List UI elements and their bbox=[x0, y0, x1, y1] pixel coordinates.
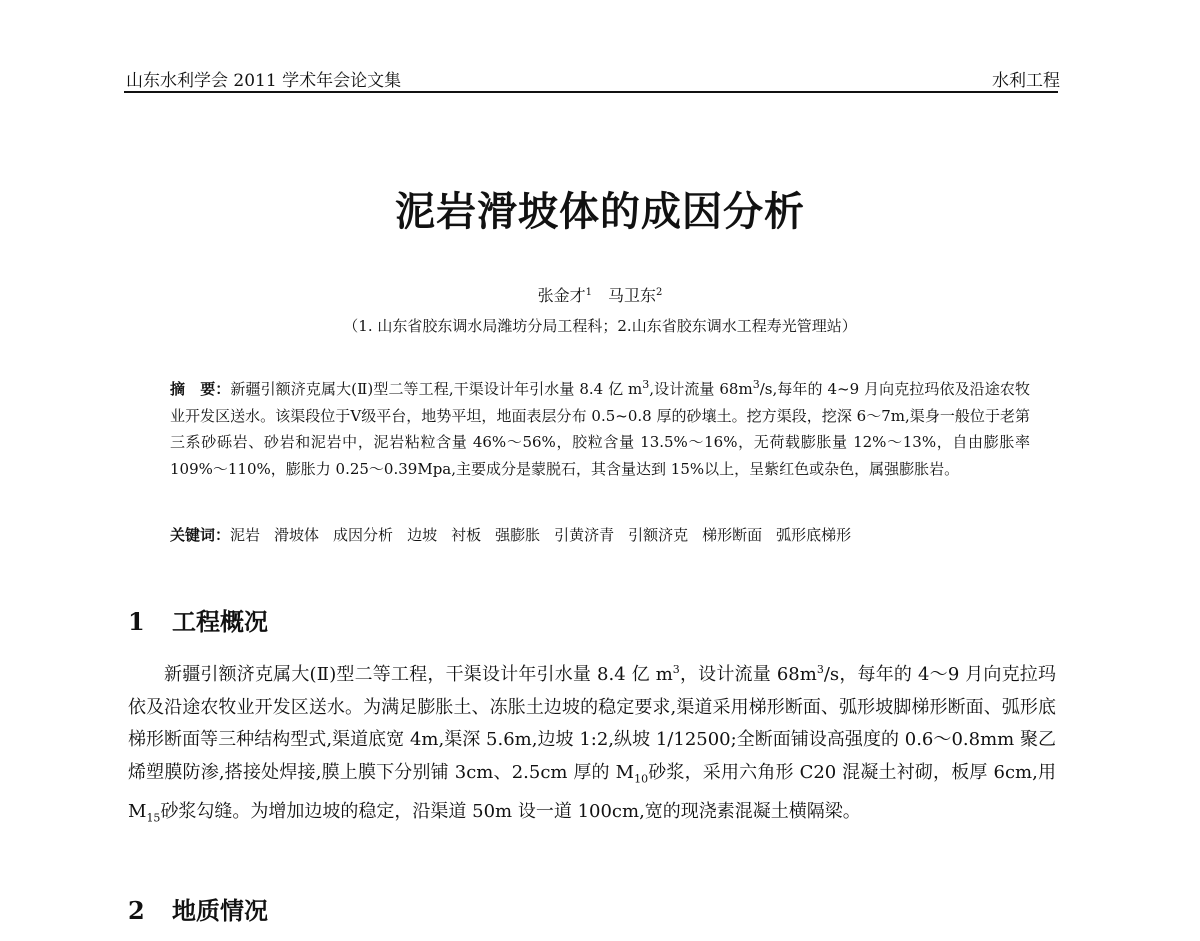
keywords-label: 关键词： bbox=[170, 526, 231, 544]
subscript: 15 bbox=[146, 811, 161, 825]
keyword: 滑坡体 bbox=[274, 526, 320, 544]
body-paragraph bbox=[128, 654, 1056, 835]
author-mark: 2 bbox=[656, 287, 663, 298]
author-name: 张金才 bbox=[537, 286, 586, 305]
journal-header: 山东水利学会 2011 学术年会论文集 bbox=[126, 71, 402, 91]
superscript: 3 bbox=[672, 663, 680, 676]
abstract-label: 摘 要： bbox=[170, 380, 231, 398]
body-text: /s，每年的 4～9 月向克拉玛依及沿途农牧业开发区送水。为满足膨胀土、冻胀土边坡的稳定要求,渠道采用梯形断面、弧形坡脚梯形断面、弧形底梯形断面等三种结构型式,渠道底宽 4m,渠深 5.6m,边坡 1:2,纵坡 1/12500;全断面铺设高强度的 0.6～0.8mm 聚乙烯塑膜防渗,搭接处焊接,膜上膜下分别铺 3cm、2.5cm 厚的 M bbox=[128, 664, 1056, 783]
abstract-text: 新疆引额济克属大(Ⅱ)型二等工程,干渠设计年引水量 8.4 亿 m bbox=[230, 380, 643, 398]
section-title: 工程概况 bbox=[172, 607, 268, 636]
author-name: 马卫东 bbox=[608, 286, 657, 305]
abstract bbox=[170, 372, 1030, 482]
section-header: 水利工程 bbox=[992, 71, 1060, 91]
superscript: 3 bbox=[752, 378, 760, 391]
authors bbox=[0, 283, 1200, 306]
abstract-text: ,设计流量 68m bbox=[649, 380, 753, 398]
body-text: ，设计流量 68m bbox=[679, 664, 817, 685]
section-number: 1 bbox=[128, 607, 145, 636]
abstract-text: /s,每年的 4~9 月向克拉玛依及沿途农牧业开发区送水。该渠段位于Ⅴ级平台，地势平坦，地面表层分布 0.5~0.8 厚的砂壤土。挖方渠段，挖深 6～7m,渠身一般位于老第三系砂砾岩、砂岩和泥岩中，泥岩粘粒含量 46%～56%，胶粒含量 13.5%～16%，无荷载膨胀量 12%～13%，自由膨胀率 109%～110%，膨胀力 0.25～0.39Mpa,主要成分是蒙脱石，其含量达到 15%以上，呈紫红色或杂色，属强膨胀岩。 bbox=[170, 380, 1030, 478]
keywords bbox=[170, 524, 1030, 545]
keyword: 衬板 bbox=[451, 526, 482, 544]
section-heading bbox=[128, 602, 268, 637]
paper-title: 泥岩滑坡体的成因分析 bbox=[395, 188, 805, 235]
keyword: 泥岩 bbox=[230, 526, 261, 544]
body-text: 新疆引额济克属大(Ⅱ)型二等工程，干渠设计年引水量 8.4 亿 m bbox=[164, 664, 673, 685]
keyword: 弧形底梯形 bbox=[776, 526, 852, 544]
keyword: 边坡 bbox=[407, 526, 438, 544]
keyword: 引额济克 bbox=[628, 526, 689, 544]
subscript: 10 bbox=[634, 772, 649, 786]
section-heading bbox=[128, 891, 268, 926]
keyword: 强膨胀 bbox=[495, 526, 541, 544]
body-text: 砂浆勾缝。为增加边坡的稳定，沿渠道 50m 设一道 100cm,宽的现浇素混凝土横隔梁。 bbox=[160, 800, 861, 822]
header-rule bbox=[124, 91, 1058, 93]
section-title: 地质情况 bbox=[172, 896, 268, 925]
superscript: 3 bbox=[642, 378, 650, 391]
section-number: 2 bbox=[128, 896, 145, 925]
body-text: 砂浆，采用六角形 C20 混凝土衬砌，板厚 6cm,用 M bbox=[128, 761, 1056, 822]
keyword: 引黄济青 bbox=[554, 526, 615, 544]
superscript: 3 bbox=[816, 663, 824, 676]
keyword: 梯形断面 bbox=[702, 526, 763, 544]
keyword: 成因分析 bbox=[333, 526, 394, 544]
affiliation: （1. 山东省胶东调水局潍坊分局工程科；2.山东省胶东调水工程寿光管理站） bbox=[343, 317, 857, 335]
author-mark: 1 bbox=[585, 287, 592, 298]
